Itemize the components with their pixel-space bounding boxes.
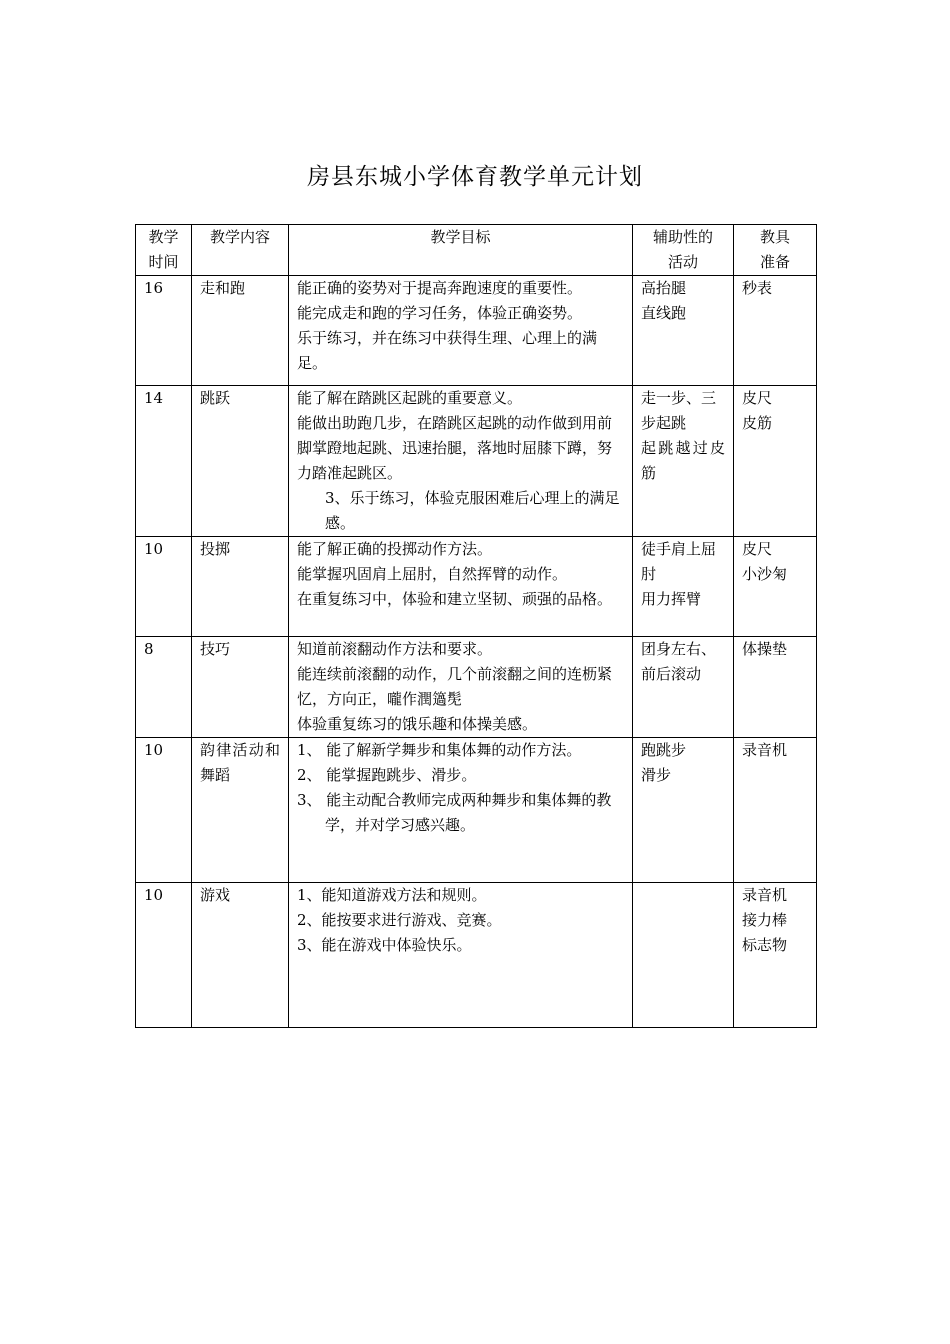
- header-time: 教学 时间: [136, 225, 192, 276]
- activity-cell: 跑跳步 滑步: [633, 738, 734, 883]
- goal-cell: [289, 883, 633, 1028]
- goal-line: 能了解在踏跳区起跳的重要意义。: [297, 389, 523, 407]
- goal-line: 2、 能掌握跑跳步、滑步。: [297, 766, 477, 784]
- header-activity: 辅助性的 活动: [633, 225, 734, 276]
- goal-line: 能正确的姿势对于提高奔跑速度的重要性。: [297, 279, 583, 297]
- goal-line: 2、能按要求进行游戏、竞赛。: [297, 911, 502, 929]
- time-cell: 14: [136, 386, 192, 537]
- header-content: 教学内容: [192, 225, 289, 276]
- activity-cell: 团身左右、前后滚动: [633, 637, 734, 738]
- equipment-cell: 皮尺 小沙匊: [734, 537, 817, 637]
- table-header-row: [136, 225, 817, 276]
- activity-cell: 徒手肩上屈肘 用力挥臂: [633, 537, 734, 637]
- header-equipment: 教具 准备: [734, 225, 817, 276]
- goal-cell: [289, 386, 633, 537]
- table-row: [136, 537, 817, 637]
- table-row: [136, 637, 817, 738]
- table-row: [136, 386, 817, 537]
- goal-line: 在重复练习中，体验和建立坚韧、顽强的品格。: [297, 590, 613, 608]
- activity-cell: 高抬腿 直线跑: [633, 276, 734, 386]
- time-cell: 10: [136, 883, 192, 1028]
- goal-line: 3、 能主动配合教师完成两种舞步和集体舞的教学，并对学习感兴趣。: [297, 791, 612, 834]
- activity-cell: 走一步、三步起跳 起跳越过皮筋: [633, 386, 734, 537]
- goal-line: 能完成走和跑的学习任务，体验正确姿势。: [297, 304, 583, 322]
- goal-line: 知道前滚翻动作方法和要求。: [297, 640, 493, 658]
- goal-line: 1、能知道游戏方法和规则。: [297, 886, 487, 904]
- equipment-cell: 秒表: [734, 276, 817, 386]
- goal-line: 能连续前滚翻的动作，几个前滚翻之间的连枥紧忆，方向正，嚨作潤簻髧: [297, 665, 613, 708]
- goal-cell: [289, 738, 633, 883]
- goal-line: 乐于练习，并在练习中获得生理、心理上的满足。: [297, 329, 598, 372]
- content-cell: 游戏: [192, 883, 289, 1028]
- equipment-cell: 录音机: [734, 738, 817, 883]
- equipment-cell: 录音机 接力棒 标志物: [734, 883, 817, 1028]
- goal-cell: [289, 637, 633, 738]
- content-cell: 技巧: [192, 637, 289, 738]
- goal-line: 能掌握巩固肩上屈肘，自然挥臂的动作。: [297, 565, 568, 583]
- table-row: [136, 883, 817, 1028]
- goal-line: 能做出助跑几步，在踏跳区起跳的动作做到用前脚掌蹬地起跳、迅速抬腿，落地时屈膝下蹲，努力踏准起跳区。: [297, 414, 613, 482]
- activity-cell: [633, 883, 734, 1028]
- content-cell: 投掷: [192, 537, 289, 637]
- goal-line: 3、能在游戏中体验快乐。: [297, 936, 472, 954]
- time-cell: 16: [136, 276, 192, 386]
- content-cell: 跳跃: [192, 386, 289, 537]
- goal-cell: [289, 537, 633, 637]
- table-row: [136, 738, 817, 883]
- time-cell: 8: [136, 637, 192, 738]
- time-cell: 10: [136, 738, 192, 883]
- unit-plan-table: [135, 224, 817, 1028]
- equipment-cell: 体操垫: [734, 637, 817, 738]
- time-cell: 10: [136, 537, 192, 637]
- goal-cell: [289, 276, 633, 386]
- goal-line: 1、 能了解新学舞步和集体舞的动作方法。: [297, 741, 582, 759]
- table-row: [136, 276, 817, 386]
- goal-line: 体验重复练习的饿乐趣和体操美感。: [297, 715, 538, 733]
- header-goal: 教学目标: [289, 225, 633, 276]
- content-cell: 韵律活动和舞蹈: [192, 738, 289, 883]
- equipment-cell: 皮尺 皮筋: [734, 386, 817, 537]
- content-cell: 走和跑: [192, 276, 289, 386]
- goal-line: 能了解正确的投掷动作方法。: [297, 540, 493, 558]
- goal-line: 3、乐于练习，体验克服困难后心理上的满足感。: [325, 489, 620, 532]
- page-title: 房县东城小学体育教学单元计划: [307, 164, 643, 190]
